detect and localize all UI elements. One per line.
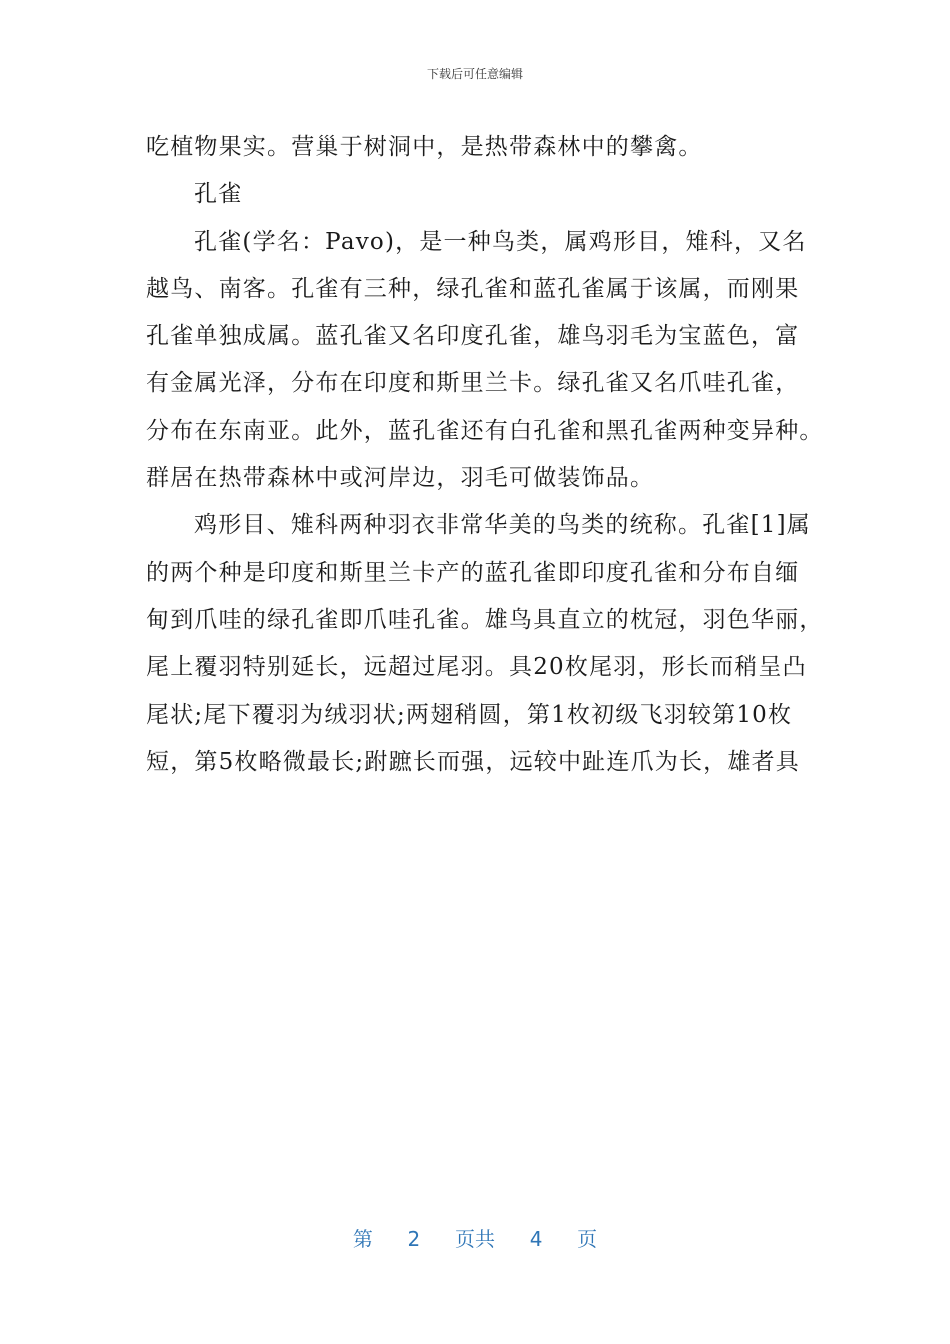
page-footer (0, 1226, 950, 1252)
document-body (146, 124, 824, 786)
section-heading: 孔雀 (194, 181, 243, 208)
text-line: 吃植物果实。营巢于树洞中，是热带森林中的攀禽。 (146, 134, 703, 160)
text-line: 群居在热带森林中或河岸边，羽毛可做装饰品。 (146, 465, 655, 492)
text-line: 越鸟、南客。孔雀有三种，绿孔雀和蓝孔雀属于该属，而刚果 (146, 275, 800, 302)
text-line: 尾状;尾下覆羽为绒羽状;两翅稍圆，第1枚初级飞羽较第10枚 (146, 701, 793, 728)
page-total: 4 (529, 1227, 543, 1251)
text-line: 尾上覆羽特别延长，远超过尾羽。具20枚尾羽，形长而稍呈凸 (146, 654, 807, 681)
text-line: 有金属光泽，分布在印度和斯里兰卡。绿孔雀又名爪哇孔雀， (146, 370, 800, 397)
page-header: 下载后可任意编辑 (426, 67, 523, 81)
page-mid-label: 页共 (455, 1227, 495, 1251)
text-line: 分布在东南亚。此外，蓝孔雀还有白孔雀和黑孔雀两种变异种。 (146, 417, 824, 444)
text-line: 甸到爪哇的绿孔雀即爪哇孔雀。雄鸟具直立的枕冠，羽色华丽， (146, 606, 824, 633)
page-label: 第 (352, 1227, 373, 1251)
text-line: 孔雀(学名：Pavo)，是一种鸟类，属鸡形目，雉科，又名 (194, 228, 807, 255)
text-line: 短，第5枚略微最长;跗蹠长而强，远较中趾连爪为长，雄者具 (146, 748, 800, 775)
page-suffix: 页 (577, 1227, 598, 1251)
text-line: 鸡形目、雉科两种羽衣非常华美的鸟类的统称。孔雀[1]属 (194, 512, 811, 539)
text-line: 孔雀单独成属。蓝孔雀又名印度孔雀，雄鸟羽毛为宝蓝色，富 (146, 323, 800, 350)
text-line: 的两个种是印度和斯里兰卡产的蓝孔雀即印度孔雀和分布自缅 (146, 559, 800, 586)
page-current: 2 (407, 1227, 421, 1251)
